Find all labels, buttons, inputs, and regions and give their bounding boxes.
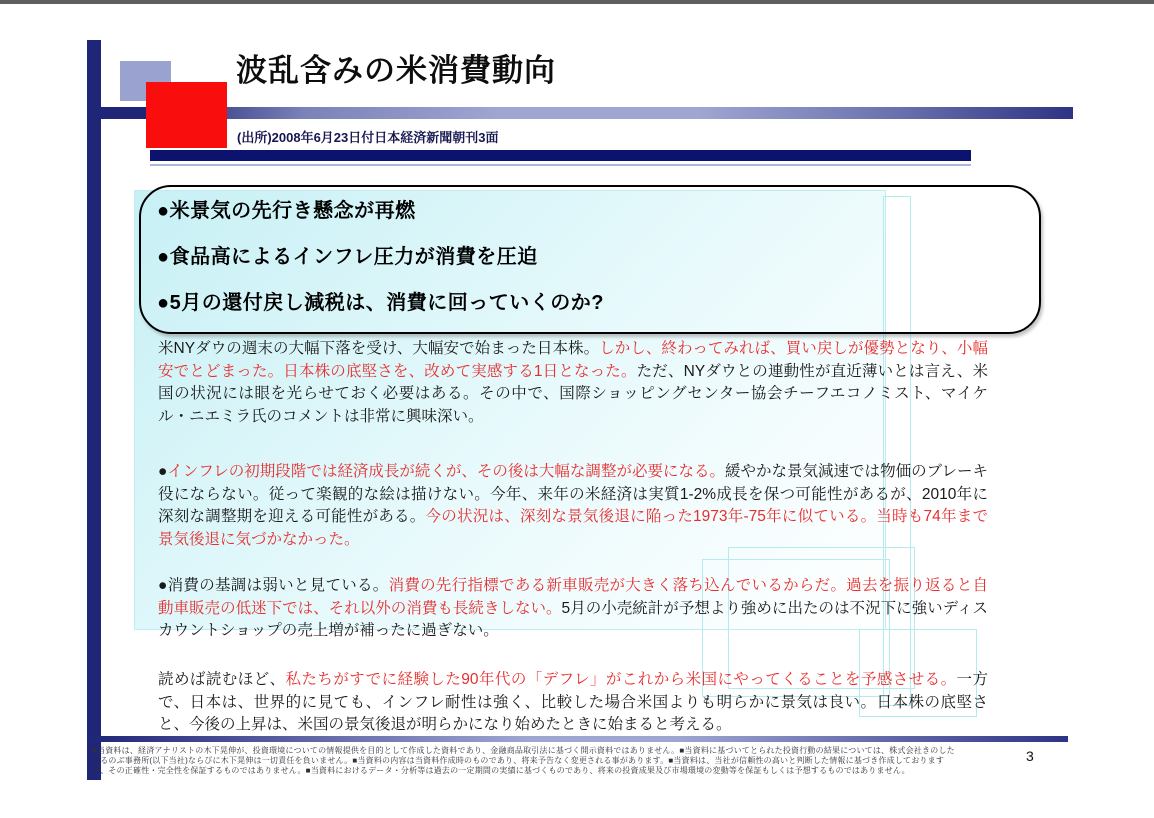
text-segment-black: 5月の小売統計が予想より強めに出たのは不況下に強いディスカウントショップの売上増が補ったに過ぎない。 [158,599,988,639]
disclaimer-line-1: ■当資料は、経済アナリストの木下晃伸が、投資環境についての情報提供を目的として作成した資料であり、金融商品取引法に基づく開示資料ではありません。■当資料に基づいてとられた投資行動の結果については、株式会社きのした [92,746,955,755]
red-square-decor [146,82,227,148]
headline-bullet-1: ●米景気の先行き懸念が再燃 [157,200,416,222]
headline-bullet-2: ●食品高によるインフレ圧力が消費を圧迫 [157,246,538,268]
text-segment-red: 消費の先行指標である新車販売が大きく落ち込んでいるからだ。過去を振り返ると自動車販売の低迷下では、それ以外の消費も長続きしない。 [158,577,988,617]
text-segment-black: ● [158,463,168,480]
text-segment-red: しかし、終わってみれば、買い戻しが優勢となり、小幅安でとどまった。日本株の底堅さを、改めて実感する1日となった。 [158,340,988,380]
disclaimer-line-2: てるのぶ事務所(以下当社)ならびに木下晃伸は一切責任を負いません。■当資料の内容は当資料作成時のものであり、将来予告なく変更される事があります。■当資料は、当社が信頼性の高いと判断した情報に基づき作成しております [92,756,945,765]
text-segment-black: ただ、NYダウとの連動性が直近薄いとは言え、米国の状況には眼を光らせておく必要はある。その中で、国際ショッピングセンター協会チーフエコノミスト、マイケル・ニエミラ氏のコメントは非常に興味深い。 [158,362,988,425]
text-segment-red: インフレの初期段階では経済成長が続くが、その後は大幅な調整が必要になる。 [167,463,725,480]
page-number: 3 [1026,748,1034,764]
text-segment-black: 一方で、日本は、世界的に見ても、インフレ耐性は強く、比較した場合米国よりも明らかに景気は良い。日本株の底堅さと、今後の上昇は、米国の景気後退が明らかになり始めたときに始まると考える。 [158,671,988,733]
footer-disclaimer [92,746,1010,776]
header-gradient-band [87,107,1073,119]
window-top-strip [0,0,1154,4]
text-segment-black: 読めば読むほど、 [158,671,286,688]
headline-bullet-3: ●5月の還付戻し減税は、消費に回っていくのか? [157,292,604,314]
header-navy-rule [150,150,971,161]
text-segment-black: ●消費の基調は弱いと見ている。 [158,577,389,594]
text-segment-black: 緩やかな景気減速では物価のブレーキ役にならない。従って楽観的な絵は描けない。今年、来年の米経済は実質1-2%成長を保つ可能性があるが、2010年に深刻な調整期を迎える可能性がある。 [158,463,988,525]
left-accent-bar [87,40,101,780]
text-segment-red: 私たちがすでに経験した90年代の「デフレ」がこれから米国にやってくることを予感させる。 [285,671,957,688]
source-line: (出所)2008年6月23日付日本経済新聞朝刊3面 [237,130,499,145]
page-title: 波乱含みの米消費動向 [236,53,556,88]
body-paragraph-1 [158,338,988,428]
text-segment-black: 米NYダウの週末の大幅下落を受け、大幅安で始まった日本株。 [158,340,600,357]
body-paragraph-3 [158,575,988,643]
body-paragraph-2 [158,461,988,551]
disclaimer-line-3: が、その正確性・完全性を保証するものではありません。■当資料におけるデータ・分析等は過去の一定期間の実績に基づくものであり、将来の投資成果及び市場環境の変動等を保証もしくは予想するものではありません。 [92,766,910,775]
text-segment-red: 今の状況は、深刻な景気後退に陥った1973年-75年に似ている。当時も74年まで景気後退に気づかなかった。 [158,508,988,548]
footer-gradient-rule [87,736,1068,742]
body-paragraph-4 [158,669,988,737]
header-thin-rule [150,164,971,166]
